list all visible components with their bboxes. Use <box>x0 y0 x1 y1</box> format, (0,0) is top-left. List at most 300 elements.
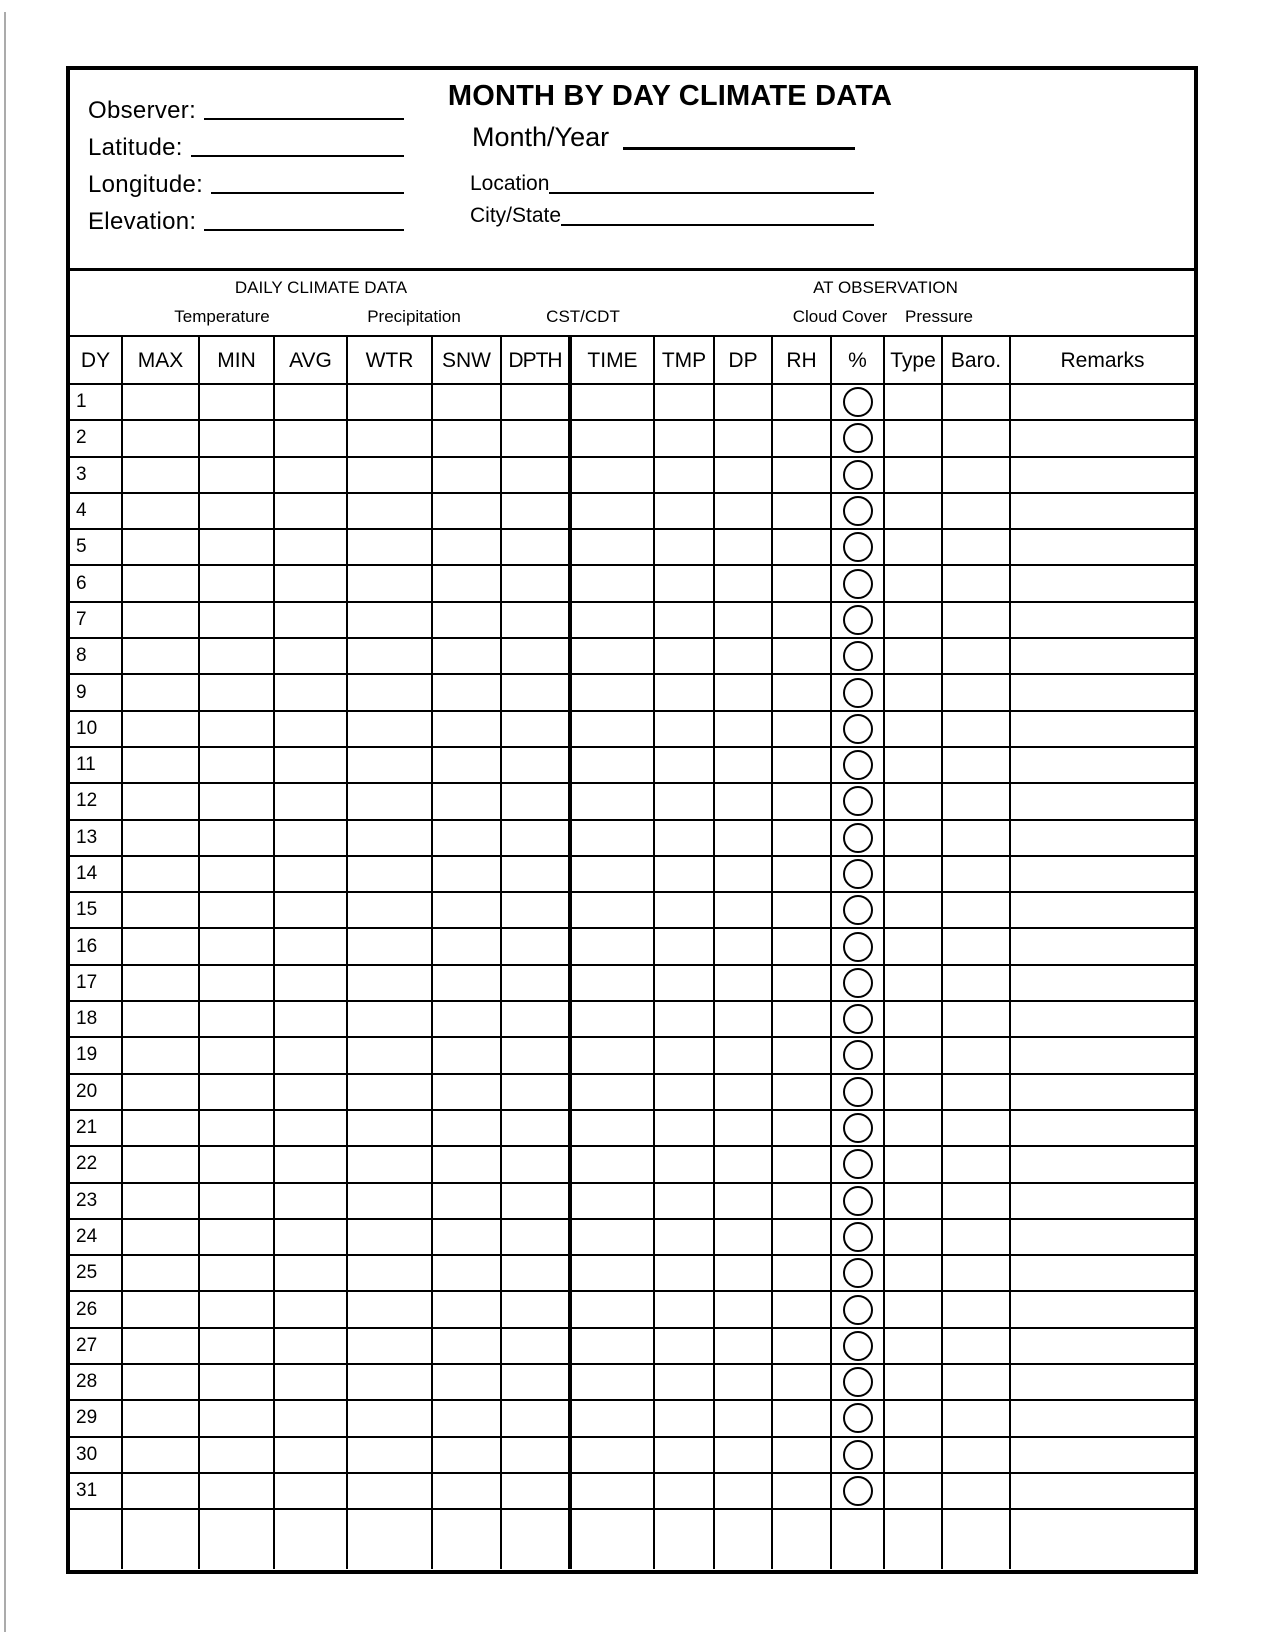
data-cell[interactable] <box>1011 1038 1194 1074</box>
data-cell[interactable] <box>655 1292 715 1328</box>
data-cell[interactable] <box>572 1002 655 1038</box>
data-cell[interactable] <box>832 748 885 784</box>
data-cell[interactable] <box>715 458 773 494</box>
data-cell[interactable] <box>715 893 773 929</box>
cloud-cover-circle[interactable] <box>843 786 873 816</box>
data-cell[interactable] <box>572 1329 655 1365</box>
data-cell[interactable] <box>832 639 885 675</box>
data-cell[interactable] <box>348 966 433 1002</box>
data-cell[interactable] <box>655 1329 715 1365</box>
data-cell[interactable] <box>200 821 275 857</box>
data-cell[interactable] <box>715 1002 773 1038</box>
data-cell[interactable] <box>832 1474 885 1510</box>
data-cell[interactable] <box>885 1256 943 1292</box>
data-cell[interactable] <box>275 748 348 784</box>
data-cell[interactable] <box>433 748 502 784</box>
data-cell[interactable] <box>715 1075 773 1111</box>
data-cell[interactable] <box>433 530 502 566</box>
data-cell[interactable] <box>433 1292 502 1328</box>
cloud-cover-circle[interactable] <box>843 1476 873 1506</box>
data-cell[interactable] <box>572 421 655 457</box>
data-cell[interactable] <box>715 929 773 965</box>
data-cell[interactable] <box>773 893 832 929</box>
data-cell[interactable] <box>832 1292 885 1328</box>
data-cell[interactable] <box>348 1474 433 1510</box>
data-cell[interactable] <box>572 1038 655 1074</box>
data-cell[interactable] <box>943 675 1011 711</box>
data-cell[interactable] <box>885 1365 943 1401</box>
data-cell[interactable] <box>433 675 502 711</box>
elevation-input-line[interactable] <box>204 228 404 231</box>
data-cell[interactable] <box>832 675 885 711</box>
data-cell[interactable] <box>572 675 655 711</box>
data-cell[interactable] <box>655 530 715 566</box>
data-cell[interactable] <box>123 530 200 566</box>
blank-data-cell[interactable] <box>572 1510 655 1569</box>
data-cell[interactable] <box>773 566 832 602</box>
data-cell[interactable] <box>348 1075 433 1111</box>
data-cell[interactable] <box>655 494 715 530</box>
data-cell[interactable] <box>502 603 572 639</box>
data-cell[interactable] <box>348 748 433 784</box>
data-cell[interactable] <box>572 530 655 566</box>
data-cell[interactable] <box>502 1038 572 1074</box>
data-cell[interactable] <box>773 1474 832 1510</box>
data-cell[interactable] <box>1011 1256 1194 1292</box>
data-cell[interactable] <box>348 530 433 566</box>
data-cell[interactable] <box>943 1220 1011 1256</box>
data-cell[interactable] <box>773 1438 832 1474</box>
data-cell[interactable] <box>715 1329 773 1365</box>
cloud-cover-circle[interactable] <box>843 1149 873 1179</box>
data-cell[interactable] <box>275 566 348 602</box>
data-cell[interactable] <box>275 1365 348 1401</box>
data-cell[interactable] <box>715 1474 773 1510</box>
data-cell[interactable] <box>433 458 502 494</box>
data-cell[interactable] <box>433 1147 502 1183</box>
data-cell[interactable] <box>885 966 943 1002</box>
cloud-cover-circle[interactable] <box>843 1440 873 1470</box>
data-cell[interactable] <box>832 458 885 494</box>
data-cell[interactable] <box>572 603 655 639</box>
data-cell[interactable] <box>885 1401 943 1437</box>
data-cell[interactable] <box>123 603 200 639</box>
data-cell[interactable] <box>773 712 832 748</box>
data-cell[interactable] <box>655 1075 715 1111</box>
data-cell[interactable] <box>348 458 433 494</box>
data-cell[interactable] <box>655 1184 715 1220</box>
data-cell[interactable] <box>832 1075 885 1111</box>
data-cell[interactable] <box>885 603 943 639</box>
data-cell[interactable] <box>832 857 885 893</box>
data-cell[interactable] <box>943 494 1011 530</box>
data-cell[interactable] <box>1011 385 1194 421</box>
data-cell[interactable] <box>502 1220 572 1256</box>
data-cell[interactable] <box>123 1111 200 1147</box>
data-cell[interactable] <box>200 748 275 784</box>
data-cell[interactable] <box>943 1401 1011 1437</box>
data-cell[interactable] <box>123 1184 200 1220</box>
data-cell[interactable] <box>655 385 715 421</box>
data-cell[interactable] <box>123 893 200 929</box>
data-cell[interactable] <box>885 748 943 784</box>
data-cell[interactable] <box>502 1256 572 1292</box>
data-cell[interactable] <box>123 1292 200 1328</box>
data-cell[interactable] <box>655 712 715 748</box>
data-cell[interactable] <box>943 929 1011 965</box>
observer-input-line[interactable] <box>204 117 404 120</box>
data-cell[interactable] <box>502 893 572 929</box>
cloud-cover-circle[interactable] <box>843 1186 873 1216</box>
data-cell[interactable] <box>502 639 572 675</box>
data-cell[interactable] <box>885 1147 943 1183</box>
blank-data-cell[interactable] <box>655 1510 715 1569</box>
data-cell[interactable] <box>655 1111 715 1147</box>
data-cell[interactable] <box>715 603 773 639</box>
data-cell[interactable] <box>832 566 885 602</box>
data-cell[interactable] <box>715 1256 773 1292</box>
cloud-cover-circle[interactable] <box>843 823 873 853</box>
data-cell[interactable] <box>1011 748 1194 784</box>
cloud-cover-circle[interactable] <box>843 423 873 453</box>
cloud-cover-circle[interactable] <box>843 496 873 526</box>
blank-data-cell[interactable] <box>123 1510 200 1569</box>
data-cell[interactable] <box>275 530 348 566</box>
data-cell[interactable] <box>885 385 943 421</box>
data-cell[interactable] <box>1011 1329 1194 1365</box>
data-cell[interactable] <box>433 893 502 929</box>
data-cell[interactable] <box>275 1256 348 1292</box>
cloud-cover-circle[interactable] <box>843 1295 873 1325</box>
data-cell[interactable] <box>200 1329 275 1365</box>
data-cell[interactable] <box>715 1184 773 1220</box>
data-cell[interactable] <box>832 1038 885 1074</box>
data-cell[interactable] <box>275 821 348 857</box>
data-cell[interactable] <box>832 1002 885 1038</box>
data-cell[interactable] <box>943 1002 1011 1038</box>
data-cell[interactable] <box>715 639 773 675</box>
data-cell[interactable] <box>433 821 502 857</box>
data-cell[interactable] <box>123 1038 200 1074</box>
data-cell[interactable] <box>572 748 655 784</box>
data-cell[interactable] <box>433 1365 502 1401</box>
data-cell[interactable] <box>572 1256 655 1292</box>
data-cell[interactable] <box>502 1002 572 1038</box>
data-cell[interactable] <box>433 1038 502 1074</box>
data-cell[interactable] <box>123 675 200 711</box>
data-cell[interactable] <box>943 1147 1011 1183</box>
data-cell[interactable] <box>773 1292 832 1328</box>
data-cell[interactable] <box>832 821 885 857</box>
data-cell[interactable] <box>773 857 832 893</box>
data-cell[interactable] <box>200 675 275 711</box>
cloud-cover-circle[interactable] <box>843 859 873 889</box>
data-cell[interactable] <box>502 821 572 857</box>
data-cell[interactable] <box>1011 1292 1194 1328</box>
data-cell[interactable] <box>502 1474 572 1510</box>
data-cell[interactable] <box>572 1220 655 1256</box>
data-cell[interactable] <box>348 857 433 893</box>
data-cell[interactable] <box>715 1220 773 1256</box>
data-cell[interactable] <box>572 857 655 893</box>
data-cell[interactable] <box>348 639 433 675</box>
data-cell[interactable] <box>715 1365 773 1401</box>
data-cell[interactable] <box>433 1474 502 1510</box>
blank-data-cell[interactable] <box>275 1510 348 1569</box>
data-cell[interactable] <box>200 1365 275 1401</box>
data-cell[interactable] <box>572 1401 655 1437</box>
data-cell[interactable] <box>1011 712 1194 748</box>
data-cell[interactable] <box>123 421 200 457</box>
cloud-cover-circle[interactable] <box>843 1040 873 1070</box>
data-cell[interactable] <box>348 603 433 639</box>
data-cell[interactable] <box>348 893 433 929</box>
data-cell[interactable] <box>655 458 715 494</box>
data-cell[interactable] <box>943 458 1011 494</box>
data-cell[interactable] <box>773 639 832 675</box>
data-cell[interactable] <box>715 712 773 748</box>
cloud-cover-circle[interactable] <box>843 1258 873 1288</box>
data-cell[interactable] <box>200 712 275 748</box>
cloud-cover-circle[interactable] <box>843 678 873 708</box>
data-cell[interactable] <box>943 603 1011 639</box>
data-cell[interactable] <box>1011 1111 1194 1147</box>
data-cell[interactable] <box>275 712 348 748</box>
cloud-cover-circle[interactable] <box>843 714 873 744</box>
data-cell[interactable] <box>123 1256 200 1292</box>
data-cell[interactable] <box>275 857 348 893</box>
data-cell[interactable] <box>433 1220 502 1256</box>
data-cell[interactable] <box>885 1329 943 1365</box>
cloud-cover-circle[interactable] <box>843 1113 873 1143</box>
data-cell[interactable] <box>832 929 885 965</box>
data-cell[interactable] <box>502 1365 572 1401</box>
data-cell[interactable] <box>502 1438 572 1474</box>
data-cell[interactable] <box>885 1438 943 1474</box>
month-year-input-line[interactable] <box>623 146 855 150</box>
cloud-cover-circle[interactable] <box>843 1222 873 1252</box>
data-cell[interactable] <box>275 458 348 494</box>
data-cell[interactable] <box>1011 1438 1194 1474</box>
data-cell[interactable] <box>655 421 715 457</box>
data-cell[interactable] <box>1011 458 1194 494</box>
data-cell[interactable] <box>832 712 885 748</box>
data-cell[interactable] <box>715 821 773 857</box>
latitude-input-line[interactable] <box>191 154 404 157</box>
data-cell[interactable] <box>885 675 943 711</box>
data-cell[interactable] <box>885 566 943 602</box>
data-cell[interactable] <box>655 929 715 965</box>
data-cell[interactable] <box>1011 821 1194 857</box>
data-cell[interactable] <box>123 1075 200 1111</box>
data-cell[interactable] <box>502 458 572 494</box>
blank-data-cell[interactable] <box>502 1510 572 1569</box>
data-cell[interactable] <box>1011 893 1194 929</box>
data-cell[interactable] <box>572 639 655 675</box>
data-cell[interactable] <box>123 712 200 748</box>
data-cell[interactable] <box>275 929 348 965</box>
data-cell[interactable] <box>433 385 502 421</box>
data-cell[interactable] <box>200 857 275 893</box>
data-cell[interactable] <box>502 1292 572 1328</box>
data-cell[interactable] <box>123 1365 200 1401</box>
data-cell[interactable] <box>715 857 773 893</box>
data-cell[interactable] <box>348 784 433 820</box>
data-cell[interactable] <box>275 603 348 639</box>
data-cell[interactable] <box>943 748 1011 784</box>
data-cell[interactable] <box>655 784 715 820</box>
data-cell[interactable] <box>655 1147 715 1183</box>
data-cell[interactable] <box>885 421 943 457</box>
data-cell[interactable] <box>123 1147 200 1183</box>
data-cell[interactable] <box>885 893 943 929</box>
data-cell[interactable] <box>943 1075 1011 1111</box>
data-cell[interactable] <box>502 530 572 566</box>
data-cell[interactable] <box>572 929 655 965</box>
data-cell[interactable] <box>773 458 832 494</box>
data-cell[interactable] <box>123 1401 200 1437</box>
data-cell[interactable] <box>572 494 655 530</box>
data-cell[interactable] <box>715 1038 773 1074</box>
data-cell[interactable] <box>200 458 275 494</box>
data-cell[interactable] <box>200 530 275 566</box>
data-cell[interactable] <box>655 1256 715 1292</box>
data-cell[interactable] <box>832 1256 885 1292</box>
data-cell[interactable] <box>773 494 832 530</box>
data-cell[interactable] <box>200 1184 275 1220</box>
data-cell[interactable] <box>348 1401 433 1437</box>
data-cell[interactable] <box>943 821 1011 857</box>
blank-data-cell[interactable] <box>715 1510 773 1569</box>
data-cell[interactable] <box>200 1002 275 1038</box>
data-cell[interactable] <box>200 929 275 965</box>
data-cell[interactable] <box>275 893 348 929</box>
data-cell[interactable] <box>433 1401 502 1437</box>
data-cell[interactable] <box>348 1365 433 1401</box>
data-cell[interactable] <box>885 929 943 965</box>
data-cell[interactable] <box>433 494 502 530</box>
data-cell[interactable] <box>275 1002 348 1038</box>
data-cell[interactable] <box>275 494 348 530</box>
data-cell[interactable] <box>572 1365 655 1401</box>
data-cell[interactable] <box>773 1329 832 1365</box>
data-cell[interactable] <box>433 1256 502 1292</box>
data-cell[interactable] <box>885 494 943 530</box>
data-cell[interactable] <box>502 966 572 1002</box>
data-cell[interactable] <box>1011 566 1194 602</box>
blank-data-cell[interactable] <box>1011 1510 1194 1569</box>
data-cell[interactable] <box>572 966 655 1002</box>
data-cell[interactable] <box>943 1474 1011 1510</box>
data-cell[interactable] <box>832 966 885 1002</box>
cloud-cover-circle[interactable] <box>843 1077 873 1107</box>
data-cell[interactable] <box>200 494 275 530</box>
data-cell[interactable] <box>655 821 715 857</box>
data-cell[interactable] <box>655 1474 715 1510</box>
data-cell[interactable] <box>502 1184 572 1220</box>
cloud-cover-circle[interactable] <box>843 1367 873 1397</box>
data-cell[interactable] <box>885 1292 943 1328</box>
data-cell[interactable] <box>715 675 773 711</box>
data-cell[interactable] <box>1011 639 1194 675</box>
data-cell[interactable] <box>275 1184 348 1220</box>
data-cell[interactable] <box>123 1474 200 1510</box>
data-cell[interactable] <box>123 857 200 893</box>
data-cell[interactable] <box>655 1002 715 1038</box>
data-cell[interactable] <box>572 1075 655 1111</box>
data-cell[interactable] <box>943 893 1011 929</box>
data-cell[interactable] <box>502 1147 572 1183</box>
data-cell[interactable] <box>433 857 502 893</box>
data-cell[interactable] <box>200 784 275 820</box>
data-cell[interactable] <box>275 639 348 675</box>
data-cell[interactable] <box>943 1038 1011 1074</box>
data-cell[interactable] <box>433 784 502 820</box>
cloud-cover-circle[interactable] <box>843 605 873 635</box>
data-cell[interactable] <box>200 1474 275 1510</box>
data-cell[interactable] <box>1011 1075 1194 1111</box>
data-cell[interactable] <box>1011 530 1194 566</box>
data-cell[interactable] <box>715 748 773 784</box>
data-cell[interactable] <box>885 1111 943 1147</box>
data-cell[interactable] <box>123 966 200 1002</box>
data-cell[interactable] <box>200 1292 275 1328</box>
cloud-cover-circle[interactable] <box>843 750 873 780</box>
data-cell[interactable] <box>832 530 885 566</box>
data-cell[interactable] <box>502 494 572 530</box>
cloud-cover-circle[interactable] <box>843 932 873 962</box>
data-cell[interactable] <box>1011 1002 1194 1038</box>
data-cell[interactable] <box>715 385 773 421</box>
data-cell[interactable] <box>348 1256 433 1292</box>
data-cell[interactable] <box>502 748 572 784</box>
blank-data-cell[interactable] <box>832 1510 885 1569</box>
data-cell[interactable] <box>123 1002 200 1038</box>
data-cell[interactable] <box>773 1220 832 1256</box>
data-cell[interactable] <box>200 385 275 421</box>
data-cell[interactable] <box>348 1438 433 1474</box>
data-cell[interactable] <box>275 1075 348 1111</box>
longitude-input-line[interactable] <box>211 191 404 194</box>
data-cell[interactable] <box>200 566 275 602</box>
data-cell[interactable] <box>275 1111 348 1147</box>
blank-data-cell[interactable] <box>200 1510 275 1569</box>
data-cell[interactable] <box>655 1220 715 1256</box>
data-cell[interactable] <box>832 603 885 639</box>
data-cell[interactable] <box>433 1329 502 1365</box>
data-cell[interactable] <box>773 1365 832 1401</box>
data-cell[interactable] <box>943 784 1011 820</box>
data-cell[interactable] <box>1011 929 1194 965</box>
data-cell[interactable] <box>1011 784 1194 820</box>
data-cell[interactable] <box>943 966 1011 1002</box>
data-cell[interactable] <box>655 857 715 893</box>
data-cell[interactable] <box>123 821 200 857</box>
data-cell[interactable] <box>200 966 275 1002</box>
data-cell[interactable] <box>275 1220 348 1256</box>
data-cell[interactable] <box>200 1438 275 1474</box>
data-cell[interactable] <box>275 1438 348 1474</box>
data-cell[interactable] <box>715 421 773 457</box>
data-cell[interactable] <box>348 1292 433 1328</box>
data-cell[interactable] <box>572 1184 655 1220</box>
data-cell[interactable] <box>885 1038 943 1074</box>
data-cell[interactable] <box>655 566 715 602</box>
city-state-input-line[interactable] <box>561 223 874 226</box>
cloud-cover-circle[interactable] <box>843 1331 873 1361</box>
data-cell[interactable] <box>885 857 943 893</box>
data-cell[interactable] <box>200 1075 275 1111</box>
